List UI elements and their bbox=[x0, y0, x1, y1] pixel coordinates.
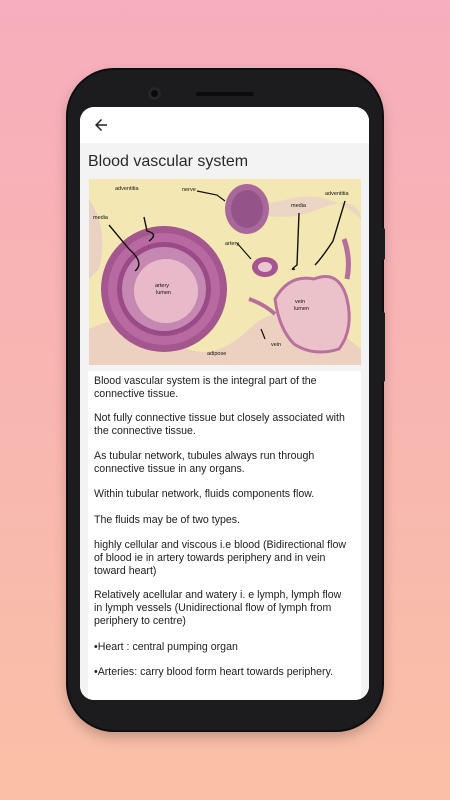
label-artery: artery bbox=[225, 241, 240, 247]
app-screen bbox=[80, 107, 369, 700]
label-vein-lumen-1: vein bbox=[295, 299, 306, 305]
arrow-left-icon[interactable] bbox=[92, 116, 110, 134]
volume-button bbox=[380, 312, 385, 382]
label-artery-lumen-1: artery bbox=[155, 283, 170, 289]
page-title: Blood vascular system bbox=[88, 153, 249, 170]
label-vein-lumen-2: lumen bbox=[294, 306, 309, 312]
label-adventitia-right: adventitia bbox=[325, 191, 349, 197]
paragraph: highly cellular and viscous i.e blood (Bidirectional flow of blood ie in artery towards periphery and in vein toward heart) bbox=[94, 539, 347, 577]
label-nerve: nerve bbox=[182, 187, 196, 193]
label-adventitia-left: adventitia bbox=[115, 186, 139, 192]
earpiece-speaker bbox=[196, 92, 254, 96]
content-area bbox=[80, 143, 369, 700]
paragraph: The fluids may be of two types. bbox=[94, 514, 241, 526]
label-vein: vein bbox=[271, 342, 282, 348]
paragraph: Within tubular network, fluids components flow. bbox=[94, 488, 315, 500]
label-media-left: media bbox=[93, 215, 108, 221]
histology-image bbox=[89, 179, 361, 365]
paragraph: Not fully connective tissue but closely associated with the connective tissue. bbox=[94, 412, 345, 437]
paragraph: As tubular network, tubules always run through connective tissue in any organs. bbox=[94, 450, 315, 475]
paragraph: •Heart : central pumping organ bbox=[94, 641, 238, 653]
label-media-right: media bbox=[291, 203, 306, 209]
paragraph: Blood vascular system is the integral part of the connective tissue. bbox=[94, 375, 317, 400]
app-bar bbox=[80, 107, 369, 143]
power-button bbox=[380, 228, 385, 260]
paragraph: Relatively acellular and watery i. e lymph, lymph flow in lymph vessels (Unidirectional flow of lymph from periphery to centre) bbox=[94, 589, 342, 627]
label-adipose: adipose bbox=[207, 351, 227, 357]
paragraph: •Arteries: carry blood form heart towards periphery. bbox=[94, 666, 334, 678]
front-camera-icon bbox=[148, 87, 161, 100]
label-artery-lumen-2: lumen bbox=[156, 290, 171, 296]
text-panel bbox=[88, 371, 361, 700]
